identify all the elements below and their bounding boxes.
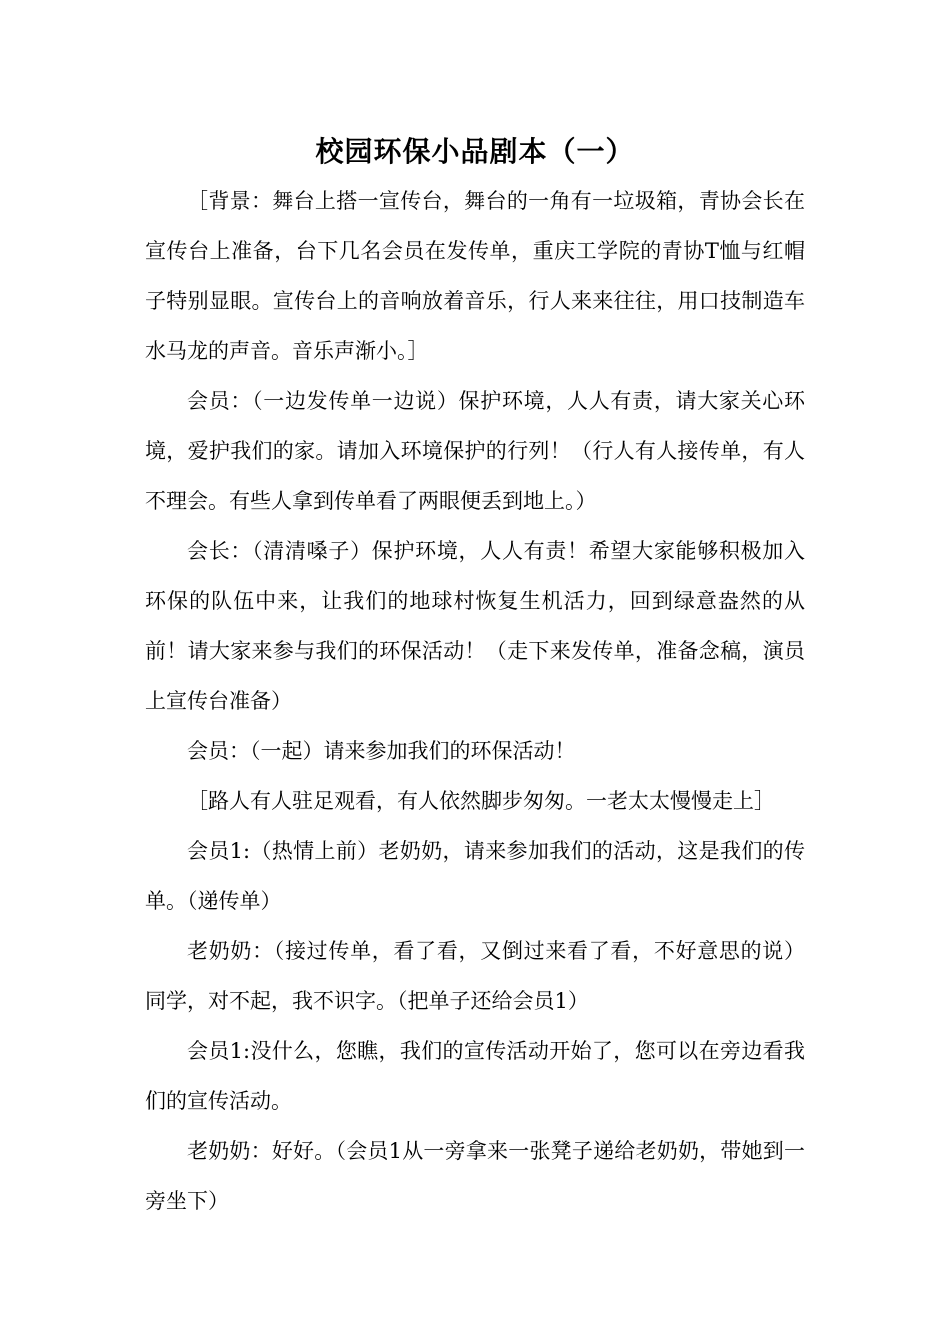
paragraph-member-flyers: 会员：（一边发传单一边说）保护环境，人人有责，请大家关心环境，爱护我们的家。请加入环境保护的行列！（行人有人接传单，有人不理会。有些人拿到传单看了两眼便丢到地上。） bbox=[145, 389, 805, 513]
document-title: 校园环保小品剧本（一） bbox=[315, 135, 635, 168]
paragraph-president-speech: 会长：（清清嗓子）保护环境，人人有责！希望大家能够积极加入环保的队伍中来，让我们的地球村恢复生机活力，回到绿意盎然的从前！请大家来参与我们的环保活动！（走下来发传单，准备念稿，演员上宣传台准备） bbox=[145, 539, 805, 713]
document-body bbox=[145, 176, 805, 1226]
paragraph-background: ［背景：舞台上搭一宣传台，舞台的一角有一垃圾箱，青协会长在宣传台上准备，台下几名会员在发传单，重庆工学院的青协T恤与红帽子特别显眼。宣传台上的音响放着音乐，行人来来往往，用口技制造车水马龙的声音。音乐声渐小。］ bbox=[145, 189, 805, 363]
paragraph-member1-invite: 会员1:没什么，您瞧，我们的宣传活动开始了，您可以在旁边看我们的宣传活动。 bbox=[145, 1039, 805, 1113]
paragraph-passersby: ［路人有人驻足观看，有人依然脚步匆匆。一老太太慢慢走上］ bbox=[187, 789, 775, 813]
paragraph-member1-greeting: 会员1:（热情上前）老奶奶，请来参加我们的活动，这是我们的传单。（递传单） bbox=[145, 839, 805, 913]
paragraph-grandma-seated: 老奶奶：好好。（会员1从一旁拿来一张凳子递给老奶奶，带她到一旁坐下） bbox=[145, 1139, 805, 1213]
paragraph-grandma-reply: 老奶奶：（接过传单，看了看，又倒过来看了看，不好意思的说）同学，对不起，我不识字。（把单子还给会员1） bbox=[145, 939, 805, 1013]
paragraph-members-together: 会员：（一起）请来参加我们的环保活动！ bbox=[187, 739, 576, 763]
